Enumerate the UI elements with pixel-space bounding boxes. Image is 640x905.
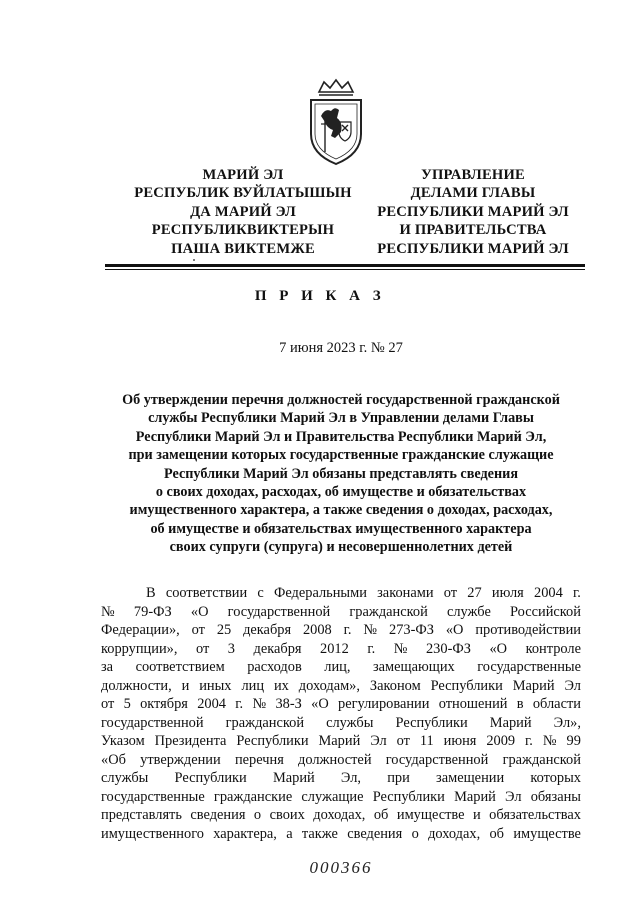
document-type-title: П Р И К А З	[254, 288, 386, 304]
body-line: государственные гражданские служащие Республики Марий Эл обязаны	[101, 788, 581, 805]
page-stamp-number: 000366	[309, 858, 373, 877]
header-left-line: РЕСПУБЛИКВИКТЕРЫН	[151, 222, 335, 239]
subject-line: Республики Марий Эл обязаны представлять сведения	[164, 465, 518, 482]
subject-line: Республики Марий Эл и Правительства Республики Марий Эл,	[135, 428, 547, 445]
body-line: В соответствии с Федеральными законами от 27 июля 2004 г.	[146, 585, 581, 601]
document-date-number: 7 июня 2023 г. № 27	[279, 340, 403, 356]
header-divider-thin	[105, 269, 585, 270]
body-line: от 5 октября 2004 г. № 38-З «О регулировании отношений в области	[101, 696, 581, 712]
document-body	[101, 584, 581, 843]
subject-line: о своих доходах, расходах, об имуществе и обязательствах	[155, 484, 527, 501]
body-line: Федерации», от 25 декабря 2008 г. № 273-ФЗ «О противодействии	[101, 622, 581, 638]
header-right-line: ДЕЛАМИ ГЛАВЫ	[410, 185, 536, 202]
body-line: «Об утверждении перечня должностей государственной гражданской	[101, 751, 581, 768]
header-right-line: РЕСПУБЛИКИ МАРИЙ ЭЛ	[377, 240, 569, 257]
header-left-line: РЕСПУБЛИК ВУЙЛАТЫШЫН	[134, 185, 352, 202]
subject-line: своих супруги (супруга) и несовершеннолетних детей	[169, 539, 513, 556]
body-line: государственной гражданской службы Республики Марий Эл»,	[101, 714, 581, 731]
header-right-line: И ПРАВИТЕЛЬСТВА	[399, 222, 547, 239]
subject-line: Об утверждении перечня должностей государственной гражданской	[122, 392, 560, 408]
scan-speck	[193, 259, 195, 261]
subject-line: об имуществе и обязательствах имущественного характера	[150, 520, 532, 537]
coat-of-arms-emblem	[297, 78, 375, 168]
header-right-line: РЕСПУБЛИКИ МАРИЙ ЭЛ	[377, 203, 569, 220]
header-left-line: ДА МАРИЙ ЭЛ	[190, 203, 296, 220]
body-line: за соответствием расходов лиц, замещающих государственные	[101, 659, 581, 675]
subject-line: имущественного характера, а также сведения о доходах, расходах,	[129, 502, 553, 519]
header-left-line: МАРИЙ ЭЛ	[202, 167, 284, 183]
body-line: представлять сведения о своих доходах, об имуществе и обязательствах	[101, 807, 581, 823]
subject-line: службы Республики Марий Эл в Управлении делами Главы	[148, 410, 534, 427]
body-line: должности, и иных лиц их доходам», Законом Республики Марий Эл	[101, 677, 581, 694]
document-subject	[100, 391, 582, 557]
header-divider-thick	[105, 264, 585, 267]
body-line: службы Республики Марий Эл, при замещении которых	[101, 770, 581, 786]
header-right-line: УПРАВЛЕНИЕ	[421, 167, 525, 183]
body-line: коррупции», от 3 декабря 2012 г. № 230-ФЗ «О контроле	[101, 640, 581, 657]
body-line: Указом Президента Республики Марий Эл от 11 июня 2009 г. № 99	[101, 733, 581, 749]
header-left-line: ПАША ВИКТЕМЖЕ	[171, 240, 315, 257]
body-line: имущественного характера, а также сведения о доходах, об имуществе	[101, 825, 581, 842]
header-right-block	[360, 166, 586, 258]
body-line: № 79-ФЗ «О государственной гражданской службе Российской	[101, 603, 581, 620]
subject-line: при замещении которых государственные гражданские служащие	[128, 447, 554, 464]
header-left-block	[112, 166, 374, 258]
